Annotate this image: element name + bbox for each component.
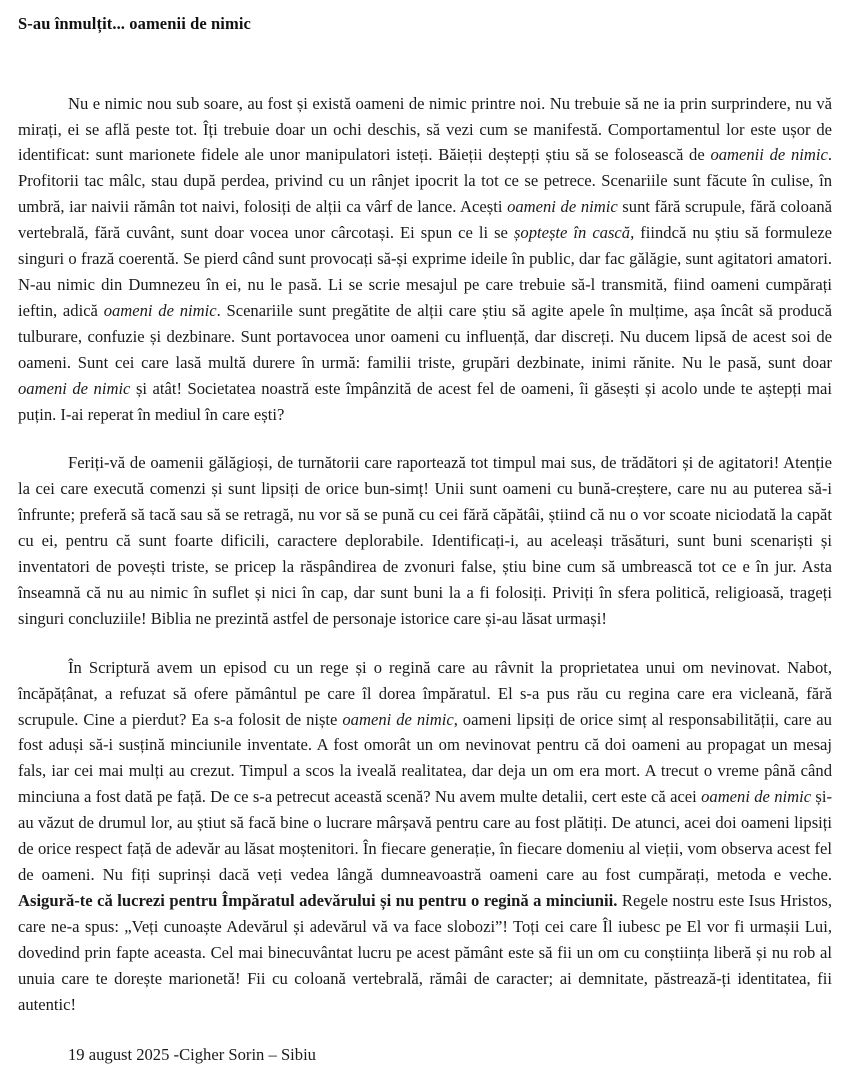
paragraph-1	[18, 91, 832, 428]
paragraph-1-segment-2: . Profitorii tac mâlc, stau după perdea, privind cu un rânjet ipocrit la tot ce se petrece. Scenariile sunt făcute în culise, în umbră, iar naivii rămân tot naivi, folosiți de alții ca vârf de lance. Acești	[18, 145, 832, 217]
paragraph-3-segment-4: Regele nostru este Isus Hristos, care ne-a spus: „Veți cunoaște Adevărul și adevărul vă va face slobozi”! Toți cei care Îl iubesc pe El vor fi urmașii Lui, dovedind prin fapte aceasta. Cel mai binecuvântat lucru pe acest pământ este să fii un om cu conștiința liberă și nu rob al unuia care te dorește marionetă! Fii cu coloană vertebrală, rămâi de caracter; ai demnitate, păstrează-ți identitatea, fii autentic!	[18, 890, 832, 1014]
emphasis-sopteste-in-casca: șoptește în cască,	[513, 223, 635, 243]
paragraph-1-segment-6: și atât! Societatea noastră este împânzită de acest fel de oameni, îi găsești și acolo unde te aștepți mai puțin. I-ai reperat în mediul în care ești?	[18, 378, 832, 424]
bold-exhortation: Asigură-te că lucrezi pentru Împăratul adevărului și nu pentru o regină a minciunii.	[18, 890, 618, 910]
emphasis-oameni-de-nimic-2: oameni de nimic	[507, 197, 618, 217]
emphasis-oameni-de-nimic-3: oameni de nimic	[103, 300, 217, 320]
emphasis-oameni-de-nimic-4: oameni de nimic	[18, 378, 131, 398]
paragraph-3-segment-1: În Scriptură avem un episod cu un rege și o regină care au râvnit la proprietatea unui om nevinovat. Nabot, încăpățânat, a refuzat să ofere pământul pe care îl dorea împăratul. El s-a pus rău cu regina care era vicleană, fără scrupule. Cine a pierdut? Ea s-a folosit de niște	[18, 657, 832, 729]
page-title: S-au înmulțit... oamenii de nimic	[18, 14, 251, 33]
paragraph-3-segment-2: , oameni lipsiți de orice simț al responsabilității, care au fost aduși să-i susțină minciunile inventate. A fost omorât un om nevinovat pentru că doi oameni au propagat un mesaj fals, iar cei mai mulți au crezut. Timpul a scos la iveală realitatea, dar deja un om era mort. A trecut o vreme până când minciuna a fost dată pe față. De ce s-a petrecut această scenă? Nu avem multe detalii, cert este că acei	[18, 709, 832, 807]
paragraph-1-segment-4: fiindcă nu știu să formuleze singuri o frază coerentă. Se pierd când sunt provocați să-și exprime ideile în public, dar fac gălăgie, sunt agitatori amatori. N-au nimic din Dumnezeu în ei, nu le pasă. Li se scrie mesajul pe care trebuie să-l transmită, fiind oameni cumpărați ieftin, adică	[18, 223, 832, 320]
paragraph-3	[18, 655, 832, 1018]
paragraph-1-segment-5: . Scenariile sunt pregătite de alții care știu să agite apele în mulțime, așa încât să producă tulburare, confuzie și dezbinare. Sunt portavocea unor oameni cu influență, dar discreți. Nu ducem lipsă de acest soi de oameni. Sunt cei care lasă multă durere în urmă: familii triste, grupări dezbinate, inimi rănite. Nu le pasă, sunt doar	[18, 300, 833, 372]
paragraph-1-segment-1: Nu e nimic nou sub soare, au fost și există oameni de nimic printre noi. Nu trebuie să ne ia prin surprindere, nu vă mirați, ei se află peste tot. Îți trebuie doar un ochi deschis, să vezi cum se manifestă. Comportamentul lor este ușor de identificat: sunt marionete fidele ale unor manipulatori isteți. Băieții deștepți știu să se folosească de	[18, 93, 832, 165]
paragraph-2-segment-1: Feriți-vă de oamenii gălăgioși, de turnătorii care raportează tot timpul mai sus, de trădători și de agitatori! Atenție la cei care execută comenzi și sunt lipsiți de orice bun-simț! Unii sunt oameni cu bună-creștere, care nu au puterea să-i înfrunte; preferă să tacă sau să se retragă, nu vor să se pună cu cei fără căpătâi, știind că nu o vor scoate niciodată la capăt cu ei, pentru că sunt foarte dificili, caractere deplorabile. Identificați-i, au aceleași trăsături, sunt buni scenariști și inventatori de povești triste, se pricep la răspândirea de zvonuri false, știu bine cum să umbrească tot ce e în jur. Asta înseamnă că nu au nimic în suflet și nici în cap, dar sunt buni la a fi folosiți. Priviți în sfera politică, religioasă, trageți singuri concluziile! Biblia ne prezintă astfel de personaje istorice care și-au lăsat urmași!	[18, 453, 832, 628]
title-spacer	[18, 35, 832, 91]
emphasis-oamenii-de-nimic-1: oamenii de nimic	[710, 145, 828, 165]
paragraph-2	[18, 450, 832, 631]
emphasis-oameni-de-nimic-6: oameni de nimic	[701, 787, 812, 807]
document-body	[18, 91, 832, 1068]
paragraph-1-segment-3: sunt fără scrupule, fără coloană vertebrală, fără cuvânt, sunt doar vocea unor cârcotași. Ei spun ce li se	[18, 197, 832, 243]
signature-line: 19 august 2025 -Cigher Sorin – Sibiu	[68, 1045, 316, 1065]
paragraph-3-segment-3: și-au văzut de drumul lor, au știut să facă bine o lucrare mârșavă pentru care au fost plătiți. De atunci, acei doi oameni lipsiți de orice respect față de adevăr au lăsat moștenitori. În fiecare generație, în fiecare domeniu al vieții, vom observa acest fel de oameni. Nu fiți suprinși dacă veți vedea lângă dumneavoastră oameni care au fost cumpărați, metoda e veche.	[18, 787, 832, 884]
emphasis-oameni-de-nimic-5: oameni de nimic	[342, 709, 454, 729]
